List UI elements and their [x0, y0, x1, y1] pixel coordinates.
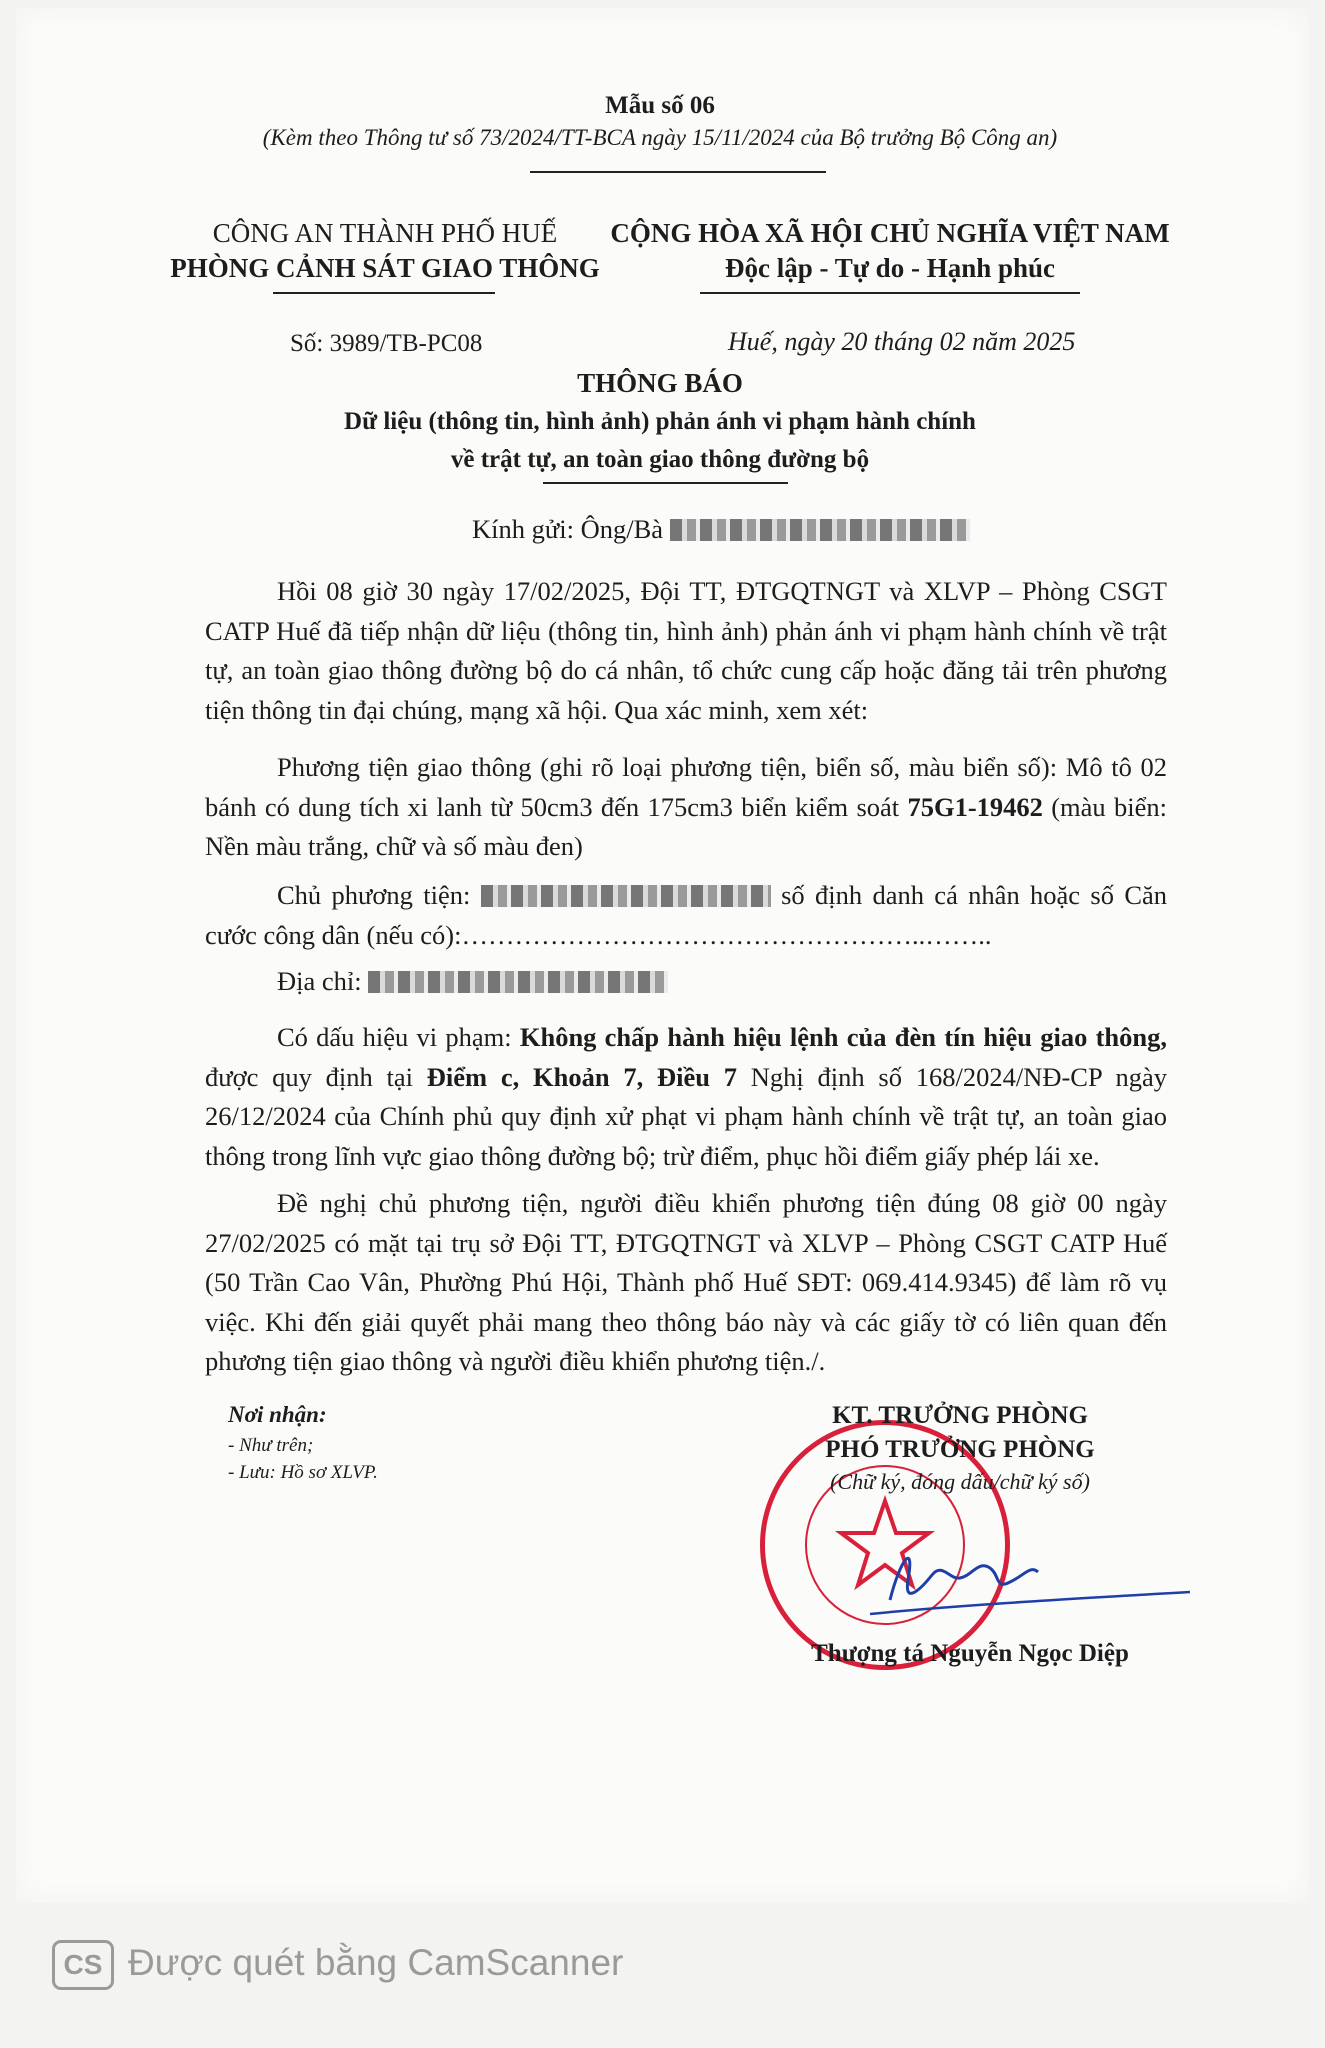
- recipient-label: Kính gửi: Ông/Bà: [472, 514, 664, 544]
- camscanner-logo-icon: CS: [52, 1940, 114, 1990]
- license-plate: 75G1-19462: [907, 791, 1043, 822]
- recipient-line: [472, 514, 970, 545]
- paragraph-intro: Hồi 08 giờ 30 ngày 17/02/2025, Đội TT, ĐTGQTNGT và XLVP – Phòng CSGT CATP Huế đã tiếp nhận dữ liệu (thông tin, hình ảnh) phản ánh vi phạm hành chính về trật tự, an toàn giao thông đường bộ do cá nhân, tổ chức cung cấp hoặc đăng tải trên phương tiện thông tin đại chúng, mạng xã hội. Qua xác minh, xem xét:: [205, 576, 1167, 725]
- form-note: (Kèm theo Thông tư số 73/2024/TT-BCA ngày 15/11/2024 của Bộ trưởng Bộ Công an): [262, 125, 1058, 150]
- nation-line1: CỘNG HÒA XÃ HỘI CHỦ NGHĨA VIỆT NAM: [610, 218, 1170, 248]
- document-number: Số: 3989/TB-PC08: [290, 330, 483, 357]
- nation-line2: Độc lập - Tự do - Hạnh phúc: [724, 253, 1056, 283]
- form-number: Mẫu số 06: [605, 92, 715, 119]
- paragraph-address: [205, 962, 1167, 1002]
- watermark-text: Được quét bằng CamScanner: [128, 1942, 624, 1983]
- form-note-underline: [530, 171, 826, 173]
- redacted-address: [368, 971, 668, 993]
- agency-line2: PHÒNG CẢNH SÁT GIAO THÔNG: [170, 253, 600, 283]
- title-underline: [543, 482, 788, 484]
- handwritten-signature: [860, 1520, 1200, 1630]
- redacted-recipient-name: [670, 519, 970, 541]
- document-subtitle-1: Dữ liệu (thông tin, hình ảnh) phản ánh vi phạm hành chính: [344, 408, 976, 435]
- owner-label: Chủ phương tiện:: [277, 880, 471, 910]
- paragraph-vehicle: Phương tiện giao thông (ghi rõ loại phương tiện, biển số, màu biển số): Mô tô 02 bánh có dung tích xi lanh từ 50cm3 đến 175cm3 biển kiểm soát 75G1-19462 (màu biển: Nền màu trắng, chữ và số màu đen): [205, 752, 1167, 861]
- recipients-title: Nơi nhận:: [228, 1402, 327, 1427]
- agency-line1: CÔNG AN THÀNH PHỐ HUẾ: [212, 218, 558, 248]
- redacted-owner-name: [481, 885, 771, 907]
- legal-article: Điểm c, Khoản 7, Điều 7: [426, 1061, 738, 1092]
- document-subtitle-2: về trật tự, an toàn giao thông đường bộ: [450, 446, 870, 473]
- recipient-item-2: - Lưu: Hồ sơ XLVP.: [228, 1462, 378, 1483]
- place-date: Huế, ngày 20 tháng 02 năm 2025: [728, 327, 1076, 356]
- document-title: THÔNG BÁO: [577, 368, 743, 398]
- signer-name: Thượng tá Nguyễn Ngọc Diệp: [811, 1640, 1129, 1667]
- paragraph-violation: Có dấu hiệu vi phạm: Không chấp hành hiệu lệnh của đèn tín hiệu giao thông, được quy định tại Điểm c, Khoản 7, Điều 7 Nghị định số 168/2024/NĐ-CP ngày 26/12/2024 của Chính phủ quy định xử phạt vi phạm hành chính về trật tự, an toàn giao thông trong lĩnh vực giao thông đường bộ; trừ điểm, phục hồi điểm giấy phép lái xe.: [205, 1022, 1167, 1171]
- paragraph-request: Đề nghị chủ phương tiện, người điều khiển phương tiện đúng 08 giờ 00 ngày 27/02/2025 có mặt tại trụ sở Đội TT, ĐTGQTNGT và XLVP – Phòng CSGT CATP Huế (50 Trần Cao Vân, Phường Phú Hội, Thành phố Huế SĐT: 069.414.9345) để làm rõ vụ việc. Khi đến giải quyết phải mang theo thông báo này và các giấy tờ có liên quan đến phương tiện giao thông và người điều khiển phương tiện./.: [205, 1188, 1167, 1376]
- nation-underline: [700, 292, 1080, 294]
- violation-description: Không chấp hành hiệu lệnh của đèn tín hiệu giao thông,: [519, 1022, 1167, 1052]
- address-label: Địa chỉ:: [277, 966, 362, 996]
- recipient-item-1: - Như trên;: [228, 1435, 314, 1456]
- sign-title-1: KT. TRƯỞNG PHÒNG: [832, 1402, 1088, 1429]
- agency-underline: [273, 292, 495, 294]
- sign-note: (Chữ ký, đóng dấu/chữ ký số): [830, 1469, 1090, 1494]
- sign-title-2: PHÓ TRƯỞNG PHÒNG: [825, 1436, 1095, 1463]
- paragraph-owner: Chủ phương tiện: số định danh cá nhân hoặc số Căn cước công dân (nếu có):……………………………………………..……..: [205, 880, 1168, 950]
